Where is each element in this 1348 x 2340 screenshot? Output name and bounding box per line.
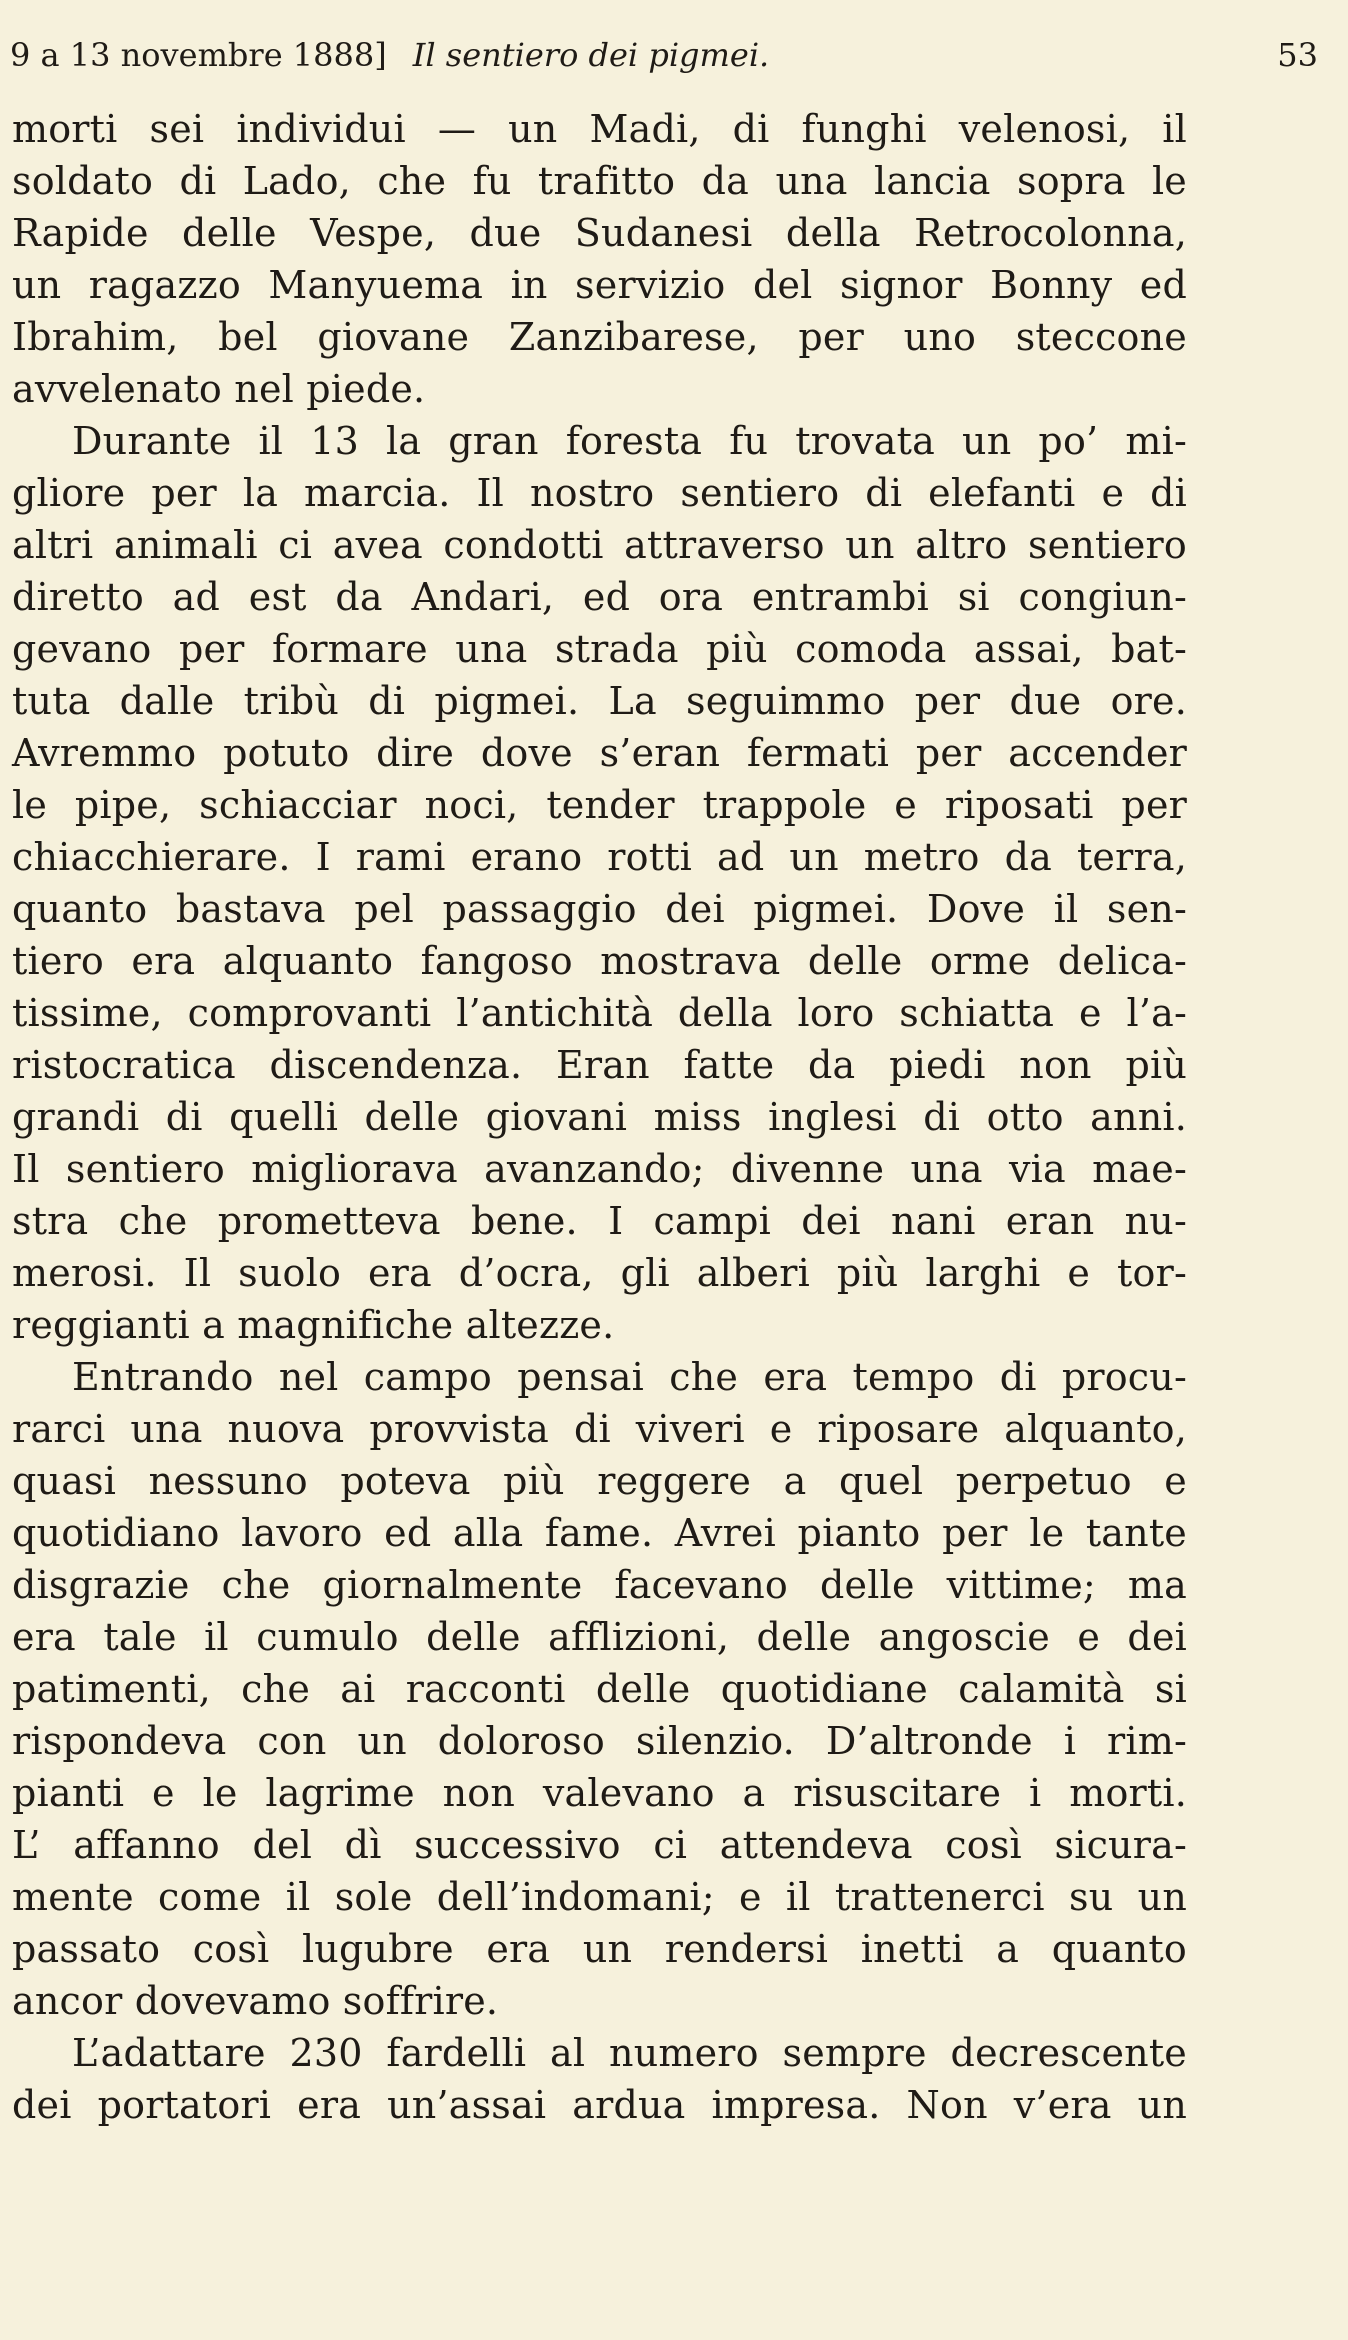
text-line: quotidiano lavoro ed alla fame. Avrei pianto per le tante bbox=[12, 1511, 1187, 1555]
header-title: Il sentiero dei pigmei. bbox=[412, 36, 770, 74]
page-number: 53 bbox=[1277, 36, 1318, 74]
text-line: quasi nessuno poteva più reggere a quel perpetuo e bbox=[12, 1459, 1187, 1503]
text-line: Il sentiero migliorava avanzando; divenne una via mae- bbox=[12, 1147, 1187, 1191]
text-line: pianti e le lagrime non valevano a risuscitare i morti. bbox=[12, 1771, 1187, 1815]
text-line: disgrazie che giornalmente facevano delle vittime; ma bbox=[12, 1563, 1187, 1607]
body-text bbox=[12, 103, 1187, 2131]
text-line: ristocratica discendenza. Eran fatte da piedi non più bbox=[12, 1043, 1187, 1087]
text-line: rarci una nuova provvista di viveri e riposare alquanto, bbox=[12, 1407, 1187, 1451]
text-line: soldato di Lado, che fu trafitto da una lancia sopra le bbox=[12, 159, 1187, 203]
text-line: stra che prometteva bene. I campi dei nani eran nu- bbox=[12, 1199, 1187, 1243]
text-line: rispondeva con un doloroso silenzio. D’altronde i rim- bbox=[12, 1719, 1187, 1763]
text-line: era tale il cumulo delle afflizioni, delle angoscie e dei bbox=[12, 1615, 1187, 1659]
text-line: chiacchierare. I rami erano rotti ad un metro da terra, bbox=[12, 835, 1187, 879]
text-line: altri animali ci avea condotti attraverso un altro sentiero bbox=[12, 523, 1187, 567]
text-line: gliore per la marcia. Il nostro sentiero di elefanti e di bbox=[12, 471, 1187, 515]
text-line: morti sei individui — un Madi, di funghi velenosi, il bbox=[12, 107, 1187, 151]
text-line: tissime, comprovanti l’antichità della loro schiatta e l’a- bbox=[12, 991, 1187, 1035]
text-line: diretto ad est da Andari, ed ora entrambi si congiun- bbox=[12, 575, 1187, 619]
text-line: dei portatori era un’assai ardua impresa. Non v’era un bbox=[12, 2083, 1187, 2127]
running-header bbox=[10, 30, 1318, 80]
text-line: Entrando nel campo pensai che era tempo di procu- bbox=[72, 1355, 1187, 1399]
text-line: ancor dovevamo soffrire. bbox=[12, 1979, 499, 2023]
text-line: quanto bastava pel passaggio dei pigmei. Dove il sen- bbox=[12, 887, 1187, 931]
text-line: patimenti, che ai racconti delle quotidiane calamità si bbox=[12, 1667, 1187, 1711]
text-line: Avremmo potuto dire dove s’eran fermati per accender bbox=[12, 731, 1187, 775]
text-line: avvelenato nel piede. bbox=[12, 367, 426, 411]
text-line: gevano per formare una strada più comoda assai, bat- bbox=[12, 627, 1187, 671]
header-date: 9 a 13 novembre 1888] bbox=[10, 36, 387, 74]
text-line: le pipe, schiacciar noci, tender trappole e riposati per bbox=[12, 783, 1187, 827]
text-line: reggianti a magnifiche altezze. bbox=[12, 1303, 615, 1347]
text-line: Durante il 13 la gran foresta fu trovata un po’ mi- bbox=[72, 419, 1187, 463]
text-line: mente come il sole dell’indomani; e il trattenerci su un bbox=[12, 1875, 1187, 1919]
text-line: merosi. Il suolo era d’ocra, gli alberi più larghi e tor- bbox=[12, 1251, 1187, 1295]
text-line: passato così lugubre era un rendersi inetti a quanto bbox=[12, 1927, 1187, 1971]
header-left bbox=[10, 36, 769, 74]
text-line: un ragazzo Manyuema in servizio del signor Bonny ed bbox=[12, 263, 1187, 307]
text-line: tuta dalle tribù di pigmei. La seguimmo per due ore. bbox=[12, 679, 1187, 723]
text-line: Ibrahim, bel giovane Zanzibarese, per uno steccone bbox=[12, 315, 1187, 359]
text-line: L’adattare 230 fardelli al numero sempre decrescente bbox=[72, 2031, 1187, 2075]
text-line: grandi di quelli delle giovani miss inglesi di otto anni. bbox=[12, 1095, 1187, 1139]
text-line: tiero era alquanto fangoso mostrava delle orme delica- bbox=[12, 939, 1187, 983]
text-line: L’ affanno del dì successivo ci attendeva così sicura- bbox=[12, 1823, 1187, 1867]
text-line: Rapide delle Vespe, due Sudanesi della Retrocolonna, bbox=[12, 211, 1187, 255]
